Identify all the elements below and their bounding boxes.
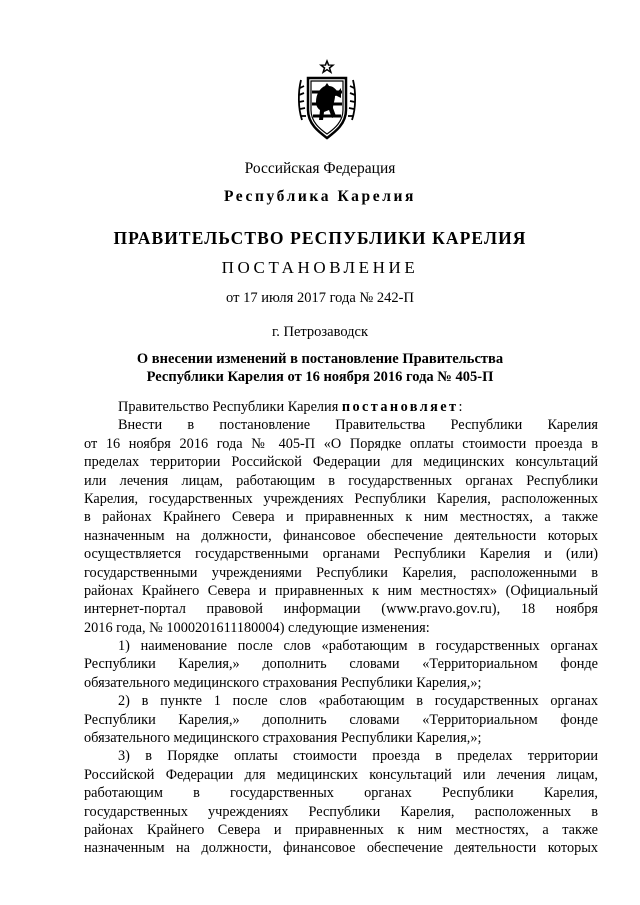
body-line: районах Крайнего Севера и приравненных к ним местностях, а также: [84, 821, 598, 838]
body-line: интернет-портал правовой информации (www.pravo.gov.ru), 18 ноября: [84, 601, 598, 618]
heading-line-2: Республики Карелия от 16 ноября 2016 года № 405-П: [146, 369, 494, 385]
body-line: Внести в постановление Правительства Республики Карелия: [118, 417, 598, 434]
federation-label: Российская Федерация: [244, 160, 396, 177]
body-line: Карелия, государственных учреждениях Республики Карелия, расположенных: [84, 490, 598, 507]
body-line: в районах Крайнего Севера и приравненных к ним местностях, а также: [84, 509, 598, 526]
body-line: районах Крайнего Севера и приравненных к ним местностях» (Официальный: [84, 582, 598, 599]
coat-of-arms-icon: [297, 58, 357, 144]
body-line: обязательного медицинского страхования Республики Карелия,»;: [84, 674, 482, 691]
body-line: 1) наименование после слов «работающим в государственных органах: [118, 638, 598, 655]
heading-line-1: О внесении изменений в постановление Правительства: [136, 351, 504, 367]
body-line: обязательного медицинского страхования Республики Карелия,»;: [84, 730, 482, 747]
body-line: назначенным на должности, финансовое обеспечение деятельности которых: [84, 840, 598, 857]
body-line: работающим в государственных органах Республики Карелия,: [84, 785, 598, 802]
intro-suffix: :: [458, 399, 463, 415]
intro-line: [84, 398, 598, 416]
body-line: Российской Федерации для медицинских консультаций или лечения лицам,: [84, 766, 598, 783]
body-line: осуществляется государственными органами Республики Карелия и (или): [84, 546, 598, 563]
body-line: или лечения лицам, работающим в государственных органах Республики: [84, 472, 598, 489]
body-line: Республики Карелия,» дополнить словами «Территориальном фонде: [84, 656, 598, 673]
document-city: г. Петрозаводск: [271, 324, 369, 340]
document-heading: [0, 350, 640, 386]
body-line: 3) в Порядке оплаты стоимости проезда в пределах территории: [118, 748, 598, 765]
body-line: государственных учреждениях Республики Карелия, расположенных в: [84, 803, 598, 820]
republic-label: Республика Карелия: [223, 188, 417, 205]
body-line: государственными учреждениями Республики Карелия, расположенными в: [84, 564, 598, 581]
document-body: [84, 398, 598, 858]
intro-prefix: Правительство Республики Карелия: [118, 399, 342, 415]
document-date: от 17 июля 2017 года № 242-П: [226, 290, 414, 306]
document-type: ПОСТАНОВЛЕНИЕ: [221, 258, 419, 277]
body-line: 2) в пункте 1 после слов «работающим в государственных органах: [118, 693, 598, 710]
body-line: 2016 года, № 1000201611180004) следующие изменения:: [84, 619, 430, 636]
body-line: от 16 ноября 2016 года № 405-П «О Порядке оплаты стоимости проезда в: [84, 435, 598, 452]
government-title: ПРАВИТЕЛЬСТВО РЕСПУБЛИКИ КАРЕЛИЯ: [113, 228, 527, 248]
intro-verb: постановляет: [341, 399, 459, 415]
body-line: назначенным на должности, финансовое обеспечение деятельности которых: [84, 527, 598, 544]
body-line: Республики Карелия,» дополнить словами «Территориальном фонде: [84, 711, 598, 728]
body-line: пределах территории Российской Федерации для медицинских консультаций: [84, 454, 598, 471]
